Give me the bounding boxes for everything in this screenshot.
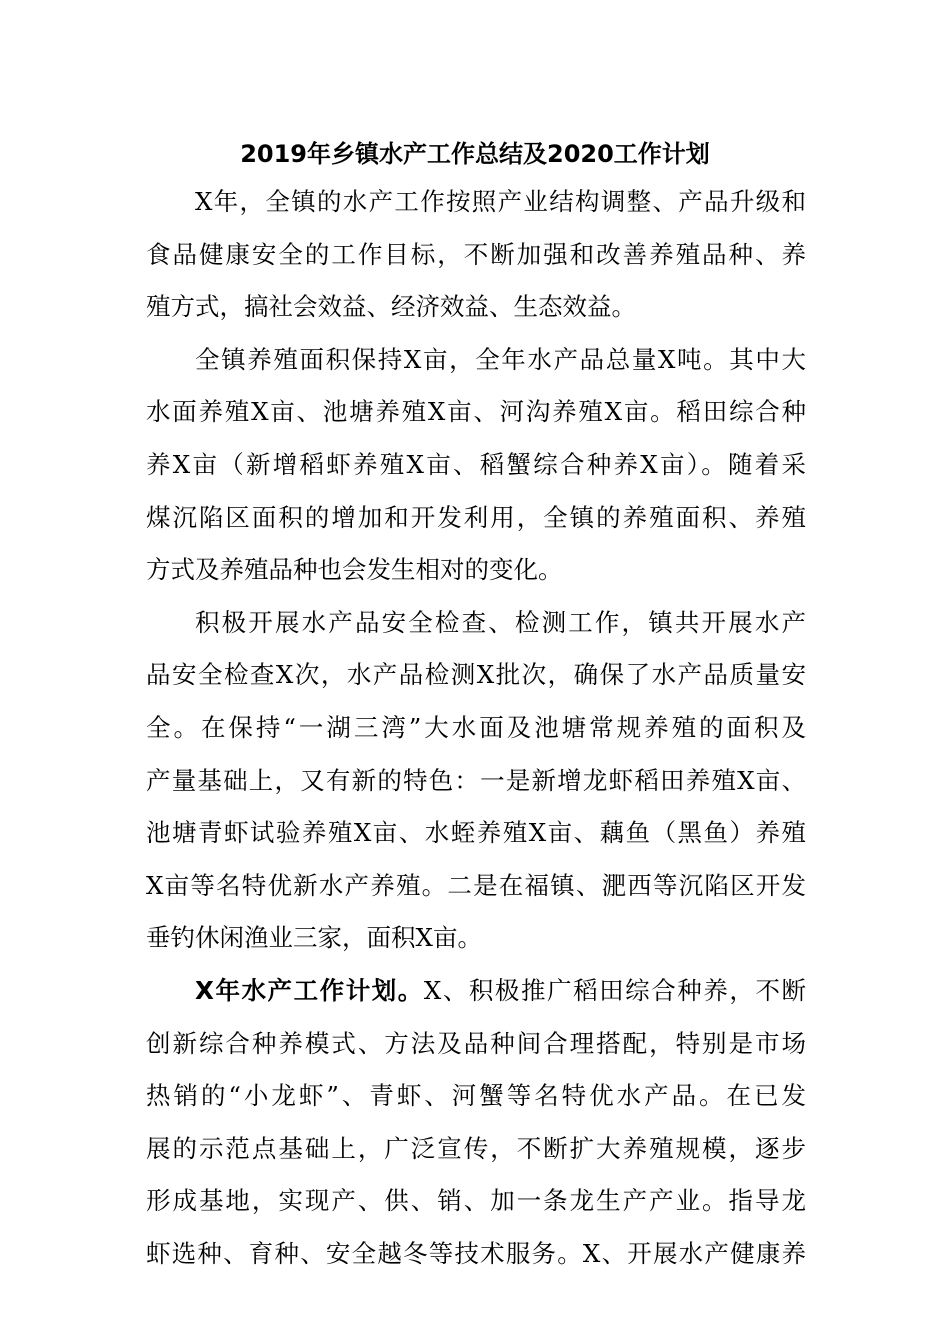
paragraph-line: X年，全镇的水产工作按照产业结构调整、产品升级和	[195, 187, 806, 216]
paragraph-first-line	[146, 965, 806, 1018]
paragraph-line: 热销的“小龙虾”、青虾、河蟹等名特优水产品。在已发	[146, 1081, 806, 1111]
paragraph-4	[146, 965, 806, 1281]
paragraph-line: 食品健康安全的工作目标，不断加强和改善养殖品种、养	[146, 239, 806, 269]
paragraph-2	[146, 334, 806, 597]
paragraph-3	[146, 597, 806, 965]
paragraph-line: 全镇养殖面积保持X亩，全年水产品总量X吨。其中大	[195, 344, 806, 374]
paragraph-line: 积极开展水产品安全检查、检测工作，镇共开展水产	[195, 607, 806, 637]
paragraph-line: 养X亩（新增稻虾养殖X亩、稻蟹综合种养X亩）。随着采	[146, 449, 806, 479]
paragraph-line: 创新综合种养模式、方法及品种间合理搭配，特别是市场	[146, 1028, 806, 1058]
paragraph-line: 煤沉陷区面积的增加和开发利用，全镇的养殖面积、养殖	[146, 502, 806, 532]
paragraph-line: X亩等名特优新水产养殖。二是在福镇、淝西等沉陷区开发	[146, 870, 806, 900]
section-heading: X年水产工作计划。	[195, 975, 424, 1005]
paragraph-1	[146, 176, 806, 334]
paragraph-line: 池塘青虾试验养殖X亩、水蛭养殖X亩、藕鱼（黑鱼）养殖	[146, 818, 806, 848]
paragraph-line: 品安全检查X次，水产品检测X批次，确保了水产品质量安	[146, 660, 806, 690]
paragraph-line: 虾选种、育种、安全越冬等技术服务。X、开展水产健康养	[146, 1238, 806, 1268]
paragraph-line: 方式及养殖品种也会发生相对的变化。	[146, 555, 563, 585]
paragraph-line: 全。在保持“一湖三湾”大水面及池塘常规养殖的面积及	[146, 712, 806, 742]
paragraph-line: 形成基地，实现产、供、销、加一条龙生产产业。指导龙	[146, 1186, 806, 1216]
document-title: 2019年乡镇水产工作总结及2020工作计划	[240, 140, 710, 168]
paragraph-line-text: X、积极推广稻田综合种养，不断	[423, 975, 806, 1005]
document-body	[146, 176, 806, 1280]
paragraph-line: 水面养殖X亩、池塘养殖X亩、河沟养殖X亩。稻田综合种	[146, 397, 806, 427]
paragraph-line: 垂钓休闲渔业三家，面积X亩。	[146, 923, 482, 953]
paragraph-line: 殖方式，搞社会效益、经济效益、生态效益。	[146, 292, 636, 322]
paragraph-line: 展的示范点基础上，广泛宣传，不断扩大养殖规模，逐步	[146, 1133, 806, 1163]
paragraph-line: 产量基础上，又有新的特色：一是新增龙虾稻田养殖X亩、	[146, 765, 806, 795]
